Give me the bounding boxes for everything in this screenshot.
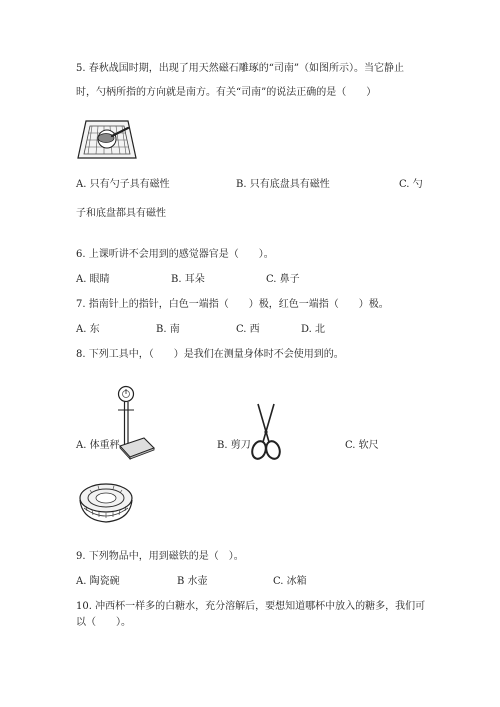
q5-option-a: A. 只有勺子具有磁性: [76, 179, 170, 190]
q7-option-b: B. 南: [156, 324, 180, 335]
scissors-icon: [248, 402, 284, 464]
q9-text: 9. 下列物品中，用到磁铁的是（ ）。: [76, 551, 244, 562]
q5-option-c: C. 勺: [399, 179, 423, 190]
q9-option-b: B 水壶: [177, 576, 208, 587]
q7-option-d: D. 北: [301, 324, 326, 335]
q9-option-c: C. 冰箱: [273, 576, 307, 587]
q6-option-b: B. 耳朵: [171, 274, 205, 285]
q8-text: 8. 下列工具中，（ ）是我们在测量身体时不会使用到的。: [76, 349, 344, 360]
q5-line1: 5. 春秋战国时期，出现了用天然磁石雕琢的“司南”（如图所示）。当它静止: [76, 63, 404, 74]
q10-line1: 10. 冲西杯一样多的白糖水，充分溶解后，要想知道哪杯中放入的糖多，我们可: [76, 601, 426, 612]
tape-measure-icon: [76, 476, 136, 526]
q7-text: 7. 指南针上的指针，白色一端指（ ）极，红色一端指（ ）极。: [76, 299, 389, 310]
q5-option-c-continued: 子和底盘都具有磁性: [76, 208, 166, 219]
q6-option-a: A. 眼睛: [76, 274, 110, 285]
q6-option-c: C. 鼻子: [266, 274, 300, 285]
q8-option-c: C. 软尺: [345, 440, 379, 451]
q6-text: 6. 上课听讲不会用到的感觉器官是（ ）。: [76, 249, 274, 260]
q8-option-a: A. 体重秤: [76, 440, 120, 451]
q10-line2: 以（ ）。: [76, 617, 131, 628]
q7-option-c: C. 西: [236, 324, 260, 335]
sinan-compass-icon: [76, 118, 138, 160]
q9-option-a: A. 陶瓷碗: [76, 576, 120, 587]
q5-line2: 时，勺柄所指的方向就是南方。有关“司南”的说法正确的是（ ）: [76, 87, 377, 98]
q7-option-a: A. 东: [76, 324, 100, 335]
q5-option-b: B. 只有底盘具有磁性: [236, 179, 330, 190]
q8-option-b: B. 剪刀: [217, 440, 251, 451]
